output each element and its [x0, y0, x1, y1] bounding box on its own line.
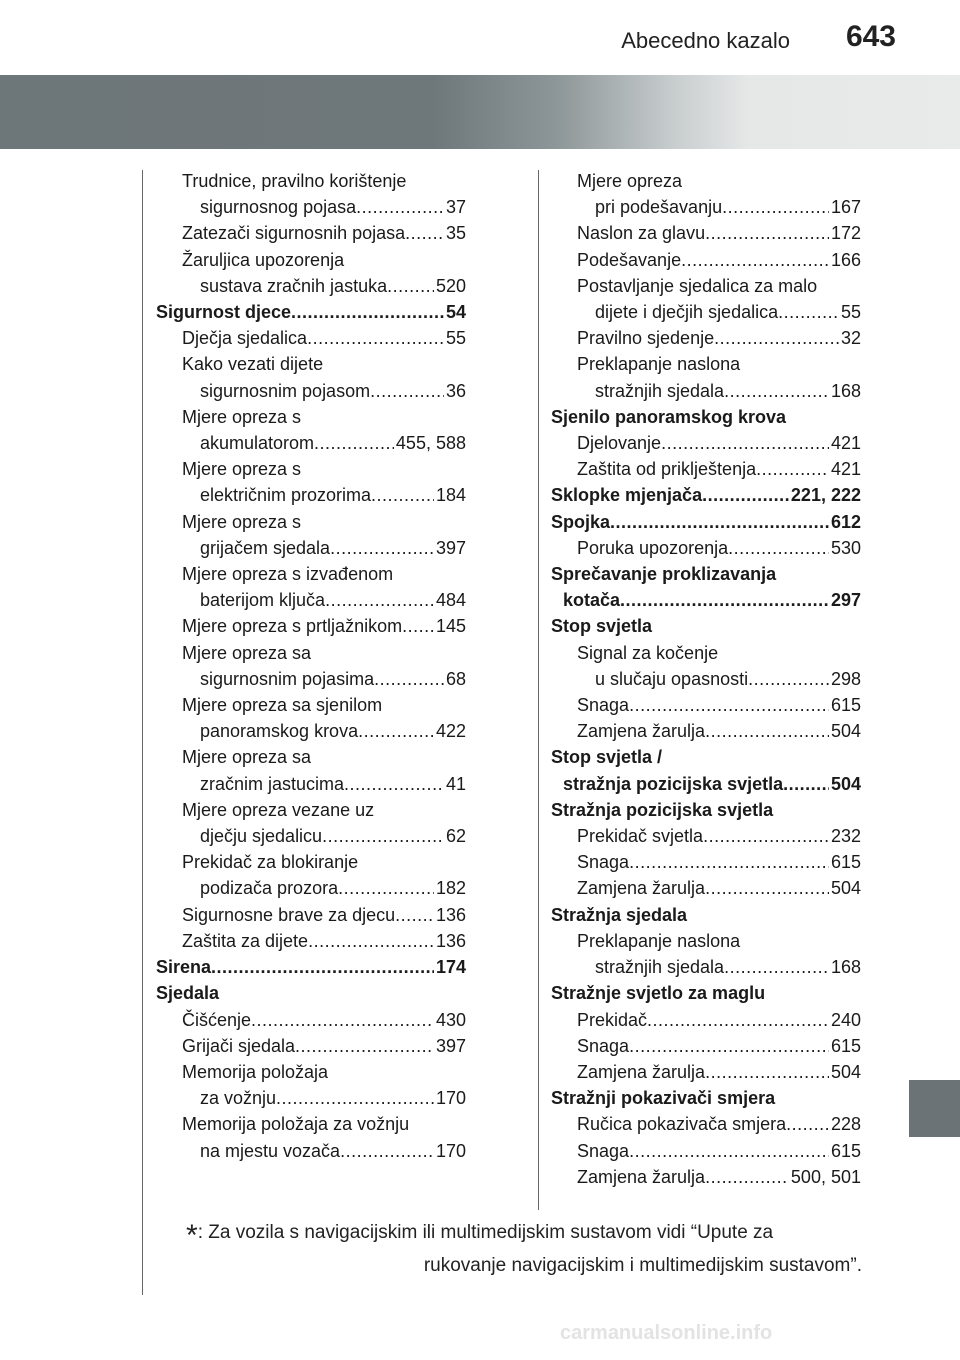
- leader-dots: [724, 954, 829, 980]
- index-entry-text: stražnjih sjedala: [595, 957, 725, 978]
- index-entry-text: Mjere opreza: [577, 171, 683, 191]
- index-entry: [551, 928, 861, 954]
- index-entry-text: Sigurnosne brave za djecu: [182, 904, 396, 925]
- index-entry-page: 37: [445, 197, 466, 218]
- index-entry: [156, 744, 466, 770]
- index-entry-text: na mjestu vozača: [200, 1140, 341, 1161]
- leader-dots: [358, 718, 434, 744]
- index-entry: [551, 299, 861, 325]
- index-entry: [551, 692, 861, 718]
- index-entry: [551, 666, 861, 692]
- index-entry-text: panoramskog krova: [200, 721, 359, 742]
- leader-dots: [705, 718, 829, 744]
- index-entry-text: Ručica pokazivača smjera: [577, 1114, 787, 1135]
- index-entry-text: stražnjih sjedala: [595, 380, 725, 401]
- index-entry-page: 136: [435, 930, 466, 951]
- index-entry-page: 484: [435, 590, 466, 611]
- footnote: [186, 1218, 862, 1281]
- leader-dots: [722, 194, 829, 220]
- index-entry: [551, 509, 861, 535]
- index-entry-text: Pravilno sjedenje: [577, 328, 715, 349]
- index-entry: [156, 351, 466, 377]
- index-entry-text: Zamjena žarulja: [577, 878, 706, 899]
- index-entry-page: 530: [830, 537, 861, 558]
- index-entry-text: Sirena: [156, 957, 212, 978]
- index-entry: [156, 587, 466, 613]
- index-entry-text: dijete i dječjih sjedalica: [595, 302, 779, 323]
- index-entry-text: sigurnosnim pojasima: [200, 668, 375, 689]
- index-entry-text: Grijači sjedala: [182, 1035, 296, 1056]
- index-entry-text: podizača prozora: [200, 878, 339, 899]
- index-entry-page: 612: [830, 511, 861, 532]
- index-entry: [551, 613, 861, 639]
- index-entry-text: grijačem sjedala: [200, 537, 331, 558]
- section-title: Abecedno kazalo: [621, 28, 790, 53]
- index-entry-text: Memorija položaja za vožnju: [182, 1114, 410, 1135]
- chapter-tab-marker: [909, 1080, 960, 1137]
- leader-dots: [307, 325, 444, 351]
- leader-dots: [356, 194, 444, 220]
- leader-dots: [322, 823, 444, 849]
- index-entry-text: Trudnice, pravilno korištenje: [182, 171, 407, 191]
- index-entry: [551, 771, 861, 797]
- index-entry-page: 504: [830, 721, 861, 742]
- footnote-line-2: rukovanje navigacijskim i multimedijskim sustavom”.: [423, 1255, 862, 1276]
- index-entry: [156, 404, 466, 430]
- left-column-rule: [142, 170, 143, 1295]
- index-entry-text: Prekidač: [577, 1009, 648, 1030]
- index-entry: [551, 561, 861, 587]
- index-entry-text: Mjere opreza s izvađenom: [182, 564, 394, 585]
- index-entry: [551, 1138, 861, 1164]
- index-entry: [551, 1007, 861, 1033]
- leader-dots: [681, 247, 829, 273]
- index-entry: [156, 1033, 466, 1059]
- index-entry-text: Signal za kočenje: [577, 642, 719, 663]
- index-entry-text: Snaga: [577, 695, 630, 716]
- index-entry-text: sustava zračnih jastuka: [200, 275, 388, 296]
- index-entry-text: Stop svjetla /: [551, 747, 663, 768]
- index-entry-page: 615: [830, 852, 861, 873]
- index-entry-text: sigurnosnim pojasom: [200, 380, 371, 401]
- index-entry-text: Preklapanje naslona: [577, 930, 741, 951]
- index-entry-text: Sigurnost djece: [156, 302, 292, 323]
- leader-dots: [728, 535, 829, 561]
- index-entry-text: Mjere opreza sa: [182, 747, 312, 768]
- leader-dots: [308, 928, 434, 954]
- index-entry-page: 136: [435, 904, 466, 925]
- index-entry: [156, 797, 466, 823]
- index-entry: [551, 744, 861, 770]
- leader-dots: [330, 535, 434, 561]
- index-entry-text: Kako vezati dijete: [182, 354, 324, 375]
- leader-dots: [338, 875, 434, 901]
- footnote-line-1: : Za vozila s navigacijskim ili multimedijskim sustavom vidi “Upute za: [197, 1222, 774, 1243]
- index-entry-text: Zamjena žarulja: [577, 721, 706, 742]
- index-entry-page: 172: [830, 223, 861, 244]
- index-entry: [156, 456, 466, 482]
- index-entry-page: 421: [830, 433, 861, 454]
- center-column-rule: [538, 170, 539, 1210]
- index-entry-page: 55: [445, 328, 466, 349]
- index-entry: [156, 954, 466, 980]
- index-entry-page: 54: [445, 302, 466, 323]
- leader-dots: [344, 771, 444, 797]
- index-entry: [551, 1164, 861, 1190]
- index-entry: [156, 194, 466, 220]
- index-entry: [156, 273, 466, 299]
- index-entry-page: 520: [435, 275, 466, 296]
- index-entry-text: baterijom ključa: [200, 590, 326, 611]
- leader-dots: [610, 509, 829, 535]
- leader-dots: [374, 666, 444, 692]
- index-entry: [551, 430, 861, 456]
- index-entry-page: 504: [830, 878, 861, 899]
- leader-dots: [705, 1059, 829, 1085]
- index-entry-page: 182: [435, 878, 466, 899]
- leader-dots: [714, 325, 839, 351]
- index-entry: [551, 194, 861, 220]
- index-entry-text: stražnja pozicijska svjetla: [563, 773, 784, 794]
- leader-dots: [705, 875, 829, 901]
- leader-dots: [629, 1138, 829, 1164]
- index-entry-page: 170: [435, 1140, 466, 1161]
- index-entry: [156, 378, 466, 404]
- index-entry-text: Naslon za glavu: [577, 223, 706, 244]
- index-entry-text: za vožnju: [200, 1088, 277, 1109]
- index-entry-text: Dječja sjedalica: [182, 328, 308, 349]
- index-entry: [156, 1138, 466, 1164]
- index-entry: [551, 875, 861, 901]
- index-entry-page: 168: [830, 380, 861, 401]
- index-entry-text: Mjere opreza sa: [182, 642, 312, 663]
- index-entry: [156, 718, 466, 744]
- index-entry-page: 184: [435, 485, 466, 506]
- index-entry: [156, 1085, 466, 1111]
- leader-dots: [405, 220, 444, 246]
- index-entry-text: Snaga: [577, 1035, 630, 1056]
- index-entry: [551, 954, 861, 980]
- leader-dots: [702, 482, 789, 508]
- index-entry-page: 615: [830, 695, 861, 716]
- index-entry-page: 55: [840, 302, 861, 323]
- index-entry: [551, 823, 861, 849]
- leader-dots: [325, 587, 434, 613]
- index-entry-text: Zaštita od priklještenja: [577, 459, 757, 480]
- leader-dots: [370, 378, 444, 404]
- index-entry-text: Podešavanje: [577, 249, 682, 270]
- index-entry: [156, 561, 466, 587]
- index-entry: [551, 718, 861, 744]
- leader-dots: [340, 1138, 434, 1164]
- index-entry-text: Zamjena žarulja: [577, 1061, 706, 1082]
- index-entry: [551, 902, 861, 928]
- leader-dots: [705, 1164, 789, 1190]
- index-entry-page: 615: [830, 1035, 861, 1056]
- index-entry-text: zračnim jastucima: [200, 773, 345, 794]
- index-entry: [551, 220, 861, 246]
- index-entry: [156, 482, 466, 508]
- leader-dots: [291, 299, 444, 325]
- index-entry: [551, 1111, 861, 1137]
- leader-dots: [647, 1007, 829, 1033]
- index-entry-page: 41: [445, 773, 466, 794]
- index-entry-page: 32: [840, 328, 861, 349]
- index-entry: [551, 587, 861, 613]
- index-entry-text: akumulatorom: [200, 433, 315, 454]
- index-entry: [156, 430, 466, 456]
- index-entry: [551, 1059, 861, 1085]
- leader-dots: [620, 587, 829, 613]
- index-entry-text: Djelovanje: [577, 433, 662, 454]
- leader-dots: [756, 456, 829, 482]
- top-strip: [0, 0, 960, 62]
- leader-dots: [395, 902, 434, 928]
- index-entry-text: Sprečavanje proklizavanja: [551, 564, 777, 585]
- index-entry-text: pri podešavanju: [595, 197, 723, 218]
- index-entry-text: Prekidač svjetla: [577, 826, 704, 847]
- index-entry: [551, 980, 861, 1006]
- index-entry-text: električnim prozorima: [200, 485, 372, 506]
- index-entry: [156, 849, 466, 875]
- index-column-right: [551, 168, 861, 1190]
- index-entry-page: 168: [830, 957, 861, 978]
- index-entry-text: Žaruljica upozorenja: [182, 249, 345, 270]
- leader-dots: [371, 482, 434, 508]
- index-entry: [156, 980, 466, 1006]
- index-entry: [156, 1059, 466, 1085]
- index-entry: [551, 325, 861, 351]
- index-entry-page: 455, 588: [395, 433, 466, 454]
- index-entry-page: 232: [830, 826, 861, 847]
- leader-dots: [705, 220, 829, 246]
- index-entry-text: Mjere opreza sa sjenilom: [182, 695, 383, 716]
- index-entry-text: Mjere opreza vezane uz: [182, 799, 375, 820]
- index-entry: [156, 692, 466, 718]
- index-entry: [156, 299, 466, 325]
- index-entry-text: Stražnja pozicijska svjetla: [551, 799, 774, 820]
- index-entry-text: Snaga: [577, 1140, 630, 1161]
- index-entry-page: 68: [445, 668, 466, 689]
- index-entry-page: 422: [435, 721, 466, 742]
- index-entry: [156, 535, 466, 561]
- index-entry: [551, 535, 861, 561]
- index-entry-text: Zamjena žarulja: [577, 1166, 706, 1187]
- index-entry-page: 170: [435, 1088, 466, 1109]
- leader-dots: [786, 1111, 829, 1137]
- index-entry-page: 397: [435, 1035, 466, 1056]
- index-entry: [551, 351, 861, 377]
- index-entry-text: Memorija položaja: [182, 1061, 329, 1082]
- leader-dots: [748, 666, 829, 692]
- index-entry: [156, 325, 466, 351]
- index-entry: [156, 666, 466, 692]
- index-entry: [551, 168, 861, 194]
- leader-dots: [387, 273, 434, 299]
- index-entry-text: Preklapanje naslona: [577, 354, 741, 375]
- index-entry-page: 167: [830, 197, 861, 218]
- index-entry: [156, 771, 466, 797]
- index-entry-text: Mjere opreza s: [182, 511, 302, 532]
- index-entry-text: Mjere opreza s: [182, 406, 302, 427]
- index-entry: [551, 456, 861, 482]
- index-entry: [551, 640, 861, 666]
- index-entry-page: 145: [435, 616, 466, 637]
- index-entry-page: 298: [830, 668, 861, 689]
- index-entry-text: Postavljanje sjedalica za malo: [577, 275, 818, 296]
- index-entry: [156, 928, 466, 954]
- index-entry-page: 430: [435, 1009, 466, 1030]
- index-entry-text: sigurnosnog pojasa: [200, 197, 357, 218]
- leader-dots: [783, 771, 829, 797]
- index-entry-text: dječju sjedalicu: [200, 826, 323, 847]
- index-entry-page: 397: [435, 537, 466, 558]
- index-entry-text: kotača: [563, 590, 621, 611]
- index-entry-text: Stražnje svjetlo za maglu: [551, 983, 766, 1004]
- index-entry-text: Sjedala: [156, 983, 220, 1004]
- index-entry: [551, 1033, 861, 1059]
- index-entry: [156, 220, 466, 246]
- index-entry: [156, 902, 466, 928]
- index-entry: [551, 482, 861, 508]
- index-entry: [551, 849, 861, 875]
- index-entry-page: 36: [445, 380, 466, 401]
- index-entry-page: 240: [830, 1009, 861, 1030]
- leader-dots: [778, 299, 839, 325]
- index-entry-text: Stražnja sjedala: [551, 904, 688, 925]
- leader-dots: [724, 378, 829, 404]
- index-entry-page: 500, 501: [790, 1166, 861, 1187]
- leader-dots: [629, 1033, 829, 1059]
- index-entry: [156, 247, 466, 273]
- leader-dots: [211, 954, 434, 980]
- index-entry: [156, 823, 466, 849]
- leader-dots: [251, 1007, 434, 1033]
- index-entry-text: Spojka: [551, 511, 611, 532]
- index-entry-text: Prekidač za blokiranje: [182, 852, 359, 873]
- index-entry: [156, 875, 466, 901]
- index-entry-text: Snaga: [577, 852, 630, 873]
- leader-dots: [703, 823, 829, 849]
- index-entry: [551, 247, 861, 273]
- index-entry-page: 228: [830, 1114, 861, 1135]
- leader-dots: [402, 613, 434, 639]
- footnote-marker: *: [186, 1219, 198, 1252]
- leader-dots: [276, 1085, 434, 1111]
- index-entry-page: 166: [830, 249, 861, 270]
- index-entry-text: Sklopke mjenjača: [551, 485, 703, 506]
- index-entry-text: Čišćenje: [182, 1009, 252, 1030]
- index-entry: [551, 404, 861, 430]
- leader-dots: [314, 430, 394, 456]
- index-entry-page: 615: [830, 1140, 861, 1161]
- index-entry-text: Poruka upozorenja: [577, 537, 729, 558]
- index-entry: [156, 168, 466, 194]
- index-entry-page: 504: [830, 773, 861, 794]
- leader-dots: [661, 430, 829, 456]
- index-entry-text: u slučaju opasnosti: [595, 668, 749, 689]
- index-entry-page: 504: [830, 1061, 861, 1082]
- index-entry-text: Mjere opreza s: [182, 459, 302, 480]
- leader-dots: [629, 692, 829, 718]
- index-entry: [551, 273, 861, 299]
- index-entry: [551, 378, 861, 404]
- index-entry: [156, 640, 466, 666]
- index-entry: [156, 1007, 466, 1033]
- index-entry-text: Stop svjetla: [551, 616, 653, 637]
- watermark: carmanualsonline.info: [560, 1322, 773, 1344]
- index-entry-text: Zaštita za dijete: [182, 930, 309, 951]
- index-entry-page: 174: [435, 957, 466, 978]
- index-entry-text: Stražnji pokazivači smjera: [551, 1088, 776, 1109]
- index-entry: [156, 509, 466, 535]
- index-entry-page: 297: [830, 590, 861, 611]
- leader-dots: [629, 849, 829, 875]
- index-entry-text: Mjere opreza s prtljažnikom: [182, 616, 403, 637]
- index-entry-page: 35: [445, 223, 466, 244]
- index-entry-page: 421: [830, 459, 861, 480]
- index-entry-page: 221, 222: [790, 485, 861, 506]
- leader-dots: [295, 1033, 434, 1059]
- index-column-left: [156, 168, 466, 1164]
- index-entry-text: Sjenilo panoramskog krova: [551, 406, 787, 427]
- header-band: [0, 75, 960, 149]
- index-entry: [551, 1085, 861, 1111]
- index-entry-page: 62: [445, 826, 466, 847]
- index-entry: [156, 613, 466, 639]
- index-entry: [551, 797, 861, 823]
- page-number: 643: [845, 20, 896, 53]
- index-entry: [156, 1111, 466, 1137]
- index-entry-text: Zatezači sigurnosnih pojasa: [182, 223, 406, 244]
